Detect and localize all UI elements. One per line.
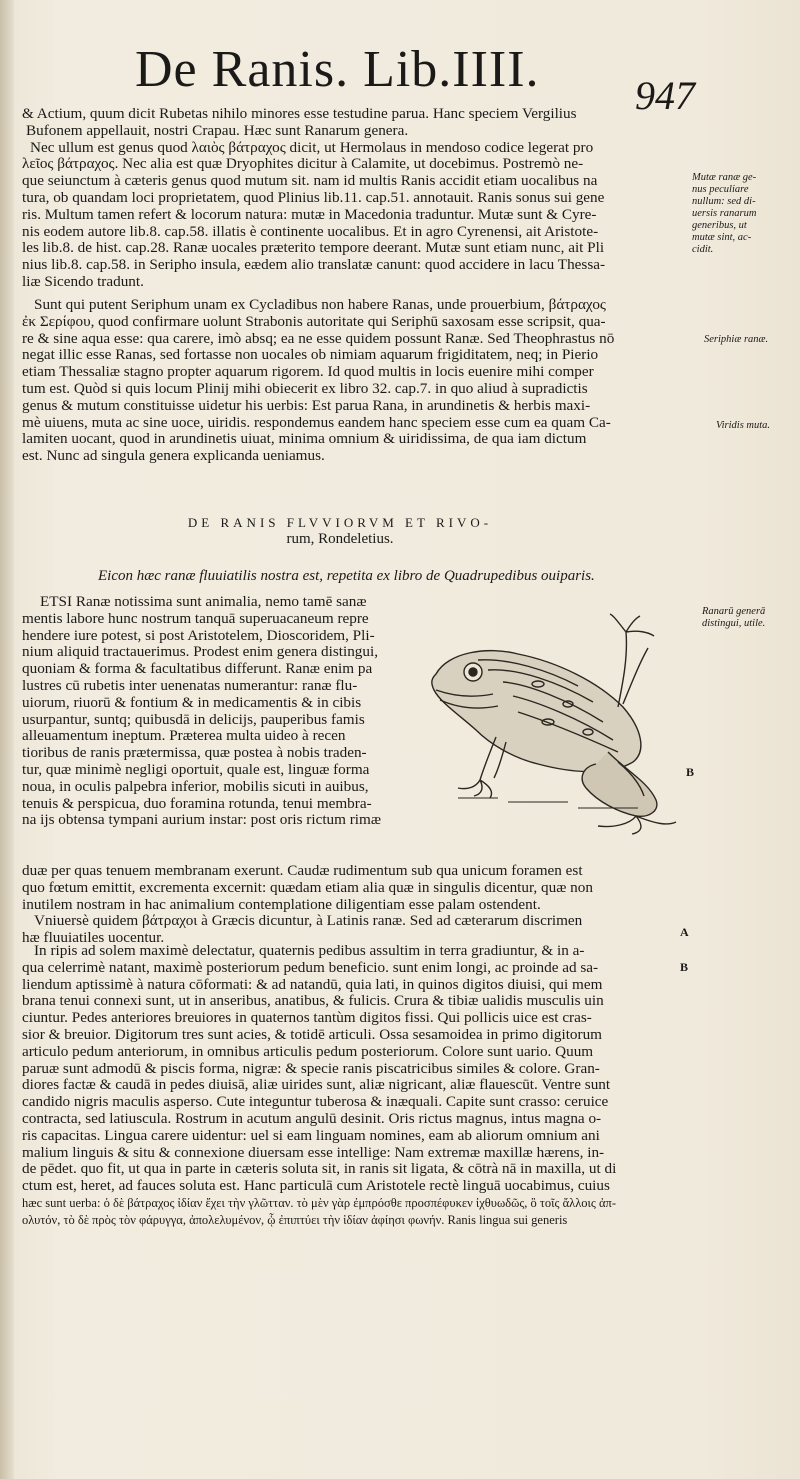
text-line: hæ fluuiatiles uocentur. <box>22 929 165 947</box>
text-line: qua celerrimè natant, maximè posteriorum pedum beneficio. sunt enim longi, ac proinde ad sa- <box>22 958 599 976</box>
text-line: sior & breuior. Digitorum tres sunt acies, & totidē articuli. Ossa sesamoidea in primo digitorum <box>22 1025 602 1043</box>
text-line: brana tenui connexi sunt, ut in anseribus, anatibus, & fulicis. Crura & tibiæ ualidis musculis uin <box>22 992 604 1010</box>
text-line: ctum est, heret, ad fauces soluta est. Hanc particulā cum Aristotele rectè linguā uocabimus, cuius <box>22 1177 610 1195</box>
text-line: ris capacitas. Lingua carere uidentur: uel si eam linguam nomines, eam ab aliorum omnium ani <box>22 1126 600 1144</box>
text-line: tioribus de ranis prætermissa, quæ postea à nobis traden- <box>22 744 367 762</box>
text-line: uiorum, riuorū & fontium & in medicamentis & in cibis <box>22 693 362 711</box>
text-line: na ijs obtensa tympani aurium instar: post oris rictum rimæ <box>22 811 381 829</box>
text-line: articulo pedum anteriorum, in omnibus articulis pedum posteriorum. Colore sunt uario. Quum <box>22 1042 594 1060</box>
paragraph-genera <box>22 106 605 291</box>
text-line: les lib.8. de hist. cap.28. Ranæ uocales præterito tempore deerant. Mutæ sunt etiam nunc, ait Pli <box>22 239 605 257</box>
text-line: quoniam & forma & facultatibus differunt. Ranæ enim pa <box>22 660 373 678</box>
text-line: ris. Multum tamen refert & locorum natura: mutæ in Macedonia traduntur. Mutæ sunt & Cyre- <box>22 205 597 223</box>
text-line: diores factæ & caudā in pedes diuisā, aliæ uirides sunt, aliæ nigricant, aliæ flauescūt. Ventre sunt <box>22 1076 611 1094</box>
text-line: λεῖος βάτραχος. Nec alia est quæ Dryophites dicitur à Calamite, ut docebimus. Postremò ne- <box>22 155 584 173</box>
text-line: mentis labore hunc nostrum tanquā superuacaneum repre <box>22 609 369 627</box>
text-line: hæc sunt uerba: ὁ δὲ βάτραχος ἰδίαν ἔχει τὴν γλῶτταν. τὸ μὲν γὰρ ἐμπρόσθε προσπέφυκεν ἰχθυωδῶς, ὃ τοῖς ἄλλοις ἀπ- <box>22 1195 616 1210</box>
paragraph-etsi <box>22 594 381 829</box>
margin-letter-b: B <box>686 765 695 779</box>
text-line: ἐκ Σερίφου, quod confirmare uolunt Strabonis autoritate qui Seriphū saxosam esse scripsit, qua- <box>22 312 606 330</box>
text-line: & Actium, quum dicit Rubetas nihilo minores esse testudine parua. Hanc speciem Vergilius <box>22 105 577 122</box>
text-line: Bufonem appellauit, nostri Crapau. Hæc sunt Ranarum genera. <box>26 121 409 139</box>
text-line: quo fœtum emittit, excrementa excernit: quædam etiam alia quæ in singulis dicentur, quæ non <box>22 878 593 896</box>
section-heading-line2: rum, Rondeletius. <box>286 531 394 547</box>
text-line: ETSI Ranæ notissima sunt animalia, nemo tamē sanæ <box>40 593 367 610</box>
section-heading <box>60 515 620 548</box>
text-line: negat illic esse Ranas, sed fortasse non uocales ob nimiam aquarum frigiditatem, neq; in Pierio <box>22 346 599 364</box>
text-line: hendere iure potest, si post Aristotelem, Dioscoridem, Pli- <box>22 626 375 644</box>
paragraph-in-ripis <box>22 943 616 1229</box>
text-line: mè uiuens, muta ac sine uoce, uiridis. respondemus eandem hanc speciem esse cum ea quam Ca- <box>22 413 611 431</box>
text-line: tur, quæ minimè negligi oportuit, quale est, linguæ forma <box>22 760 370 778</box>
text-line: re & sine aqua esse: qua carere, imò absq; ea ne esse quidem possunt Ranæ. Sed Theophrastus nō <box>22 329 615 347</box>
text-line: lustres cū rubetis inter uenenatas numerantur: ranæ flu- <box>22 676 358 694</box>
margin-note-mutae: Mutæ ranæ ge- nus peculiare nullum: sed di- uersis ranarum generibus, ut mutæ sint, ac- cidit. <box>692 172 757 255</box>
text-line: nis eodem autore lib.8. cap.58. illatis è continente uocalibus. Et in agro Cyrenensi, ait Aristote- <box>22 222 599 240</box>
text-line: nium aliquid tractauerimus. Prodest enim genera distingui, <box>22 643 378 661</box>
paragraph-seriphus <box>22 297 614 465</box>
text-line: Vniuersè quidem βάτραχοι à Græcis dicuntur, à Latinis ranæ. Sed ad cæterarum discrimen <box>34 912 583 930</box>
text-line: de pēdet. quo fit, ut qua in parte in cæteris soluta sit, in ranis sit ligata, & cōtrà nā in maxilla, ut di <box>22 1160 617 1178</box>
section-heading-line1: DE RANIS FLVVIORVM ET RIVO- <box>187 515 493 530</box>
frog-woodcut-illustration <box>418 612 683 837</box>
text-line: malium linguis & situ & connexione diuersam esse intellige: Nam extremæ maxillæ hærens, in- <box>22 1143 605 1161</box>
text-line: tum est. Quòd si quis locum Plinij mihi obiecerit ex libro 32. cap.7. in quo aliud à supradictis <box>22 379 588 397</box>
text-line: lamiten uocant, quod in arundinetis uiuat, minima omnium & uiridissima, de qua iam dictum <box>22 430 587 448</box>
figure-caption: Eicon hæc ranæ fluuiatilis nostra est, repetita ex libro de Quadrupedibus ouiparis. <box>98 568 595 584</box>
margin-letter-a: A <box>680 925 689 939</box>
text-line: ciuntur. Pedes anteriores breuiores in quaternos tantùm digitos fissi. Qui pollicis uice est cras- <box>22 1009 592 1027</box>
running-head-title: De Ranis. Lib.IIII. <box>135 41 540 98</box>
text-line: liendum aptissimè à natura cōformati: & ad natandū, quia lati, in quinos digitos diuisi, qui mem <box>22 975 603 993</box>
margin-note-generum: Ranarū generā distingui, utile. <box>702 606 766 629</box>
text-line: Nec ullum est genus quod λαιὸς βάτραχος dicit, ut Hermolaus in mendoso codice legerat pro <box>30 138 594 156</box>
text-line: alleuamentum ineptum. Præterea multa uideo à recen <box>22 727 346 745</box>
text-line: est. Nunc ad singula genera explicanda ueniamus. <box>22 447 325 465</box>
margin-letter-b: B <box>680 960 689 974</box>
text-line: noua, in oculis palpebra inferior, mobilis sicuti in auibus, <box>22 777 369 795</box>
page-number: 947 <box>635 73 695 118</box>
text-line: genus & mutum constituisse uidetur his uerbis: Est parua Rana, in arundinetis & herbis maxi- <box>22 396 591 414</box>
text-line: contracta, sed latiuscula. Rostrum in acutum angulū desinit. Oris rictus magnus, intus magna o- <box>22 1109 602 1127</box>
margin-note-seriphiae: Seriphiæ ranæ. <box>704 334 769 345</box>
text-line: usurpantur, suntq; quibusdā in delicijs, pauperibus famis <box>22 710 365 728</box>
text-line: candido nigris maculis asperso. Cute integuntur tuberosa & inæquali. Capite sunt crasso: ceruice <box>22 1093 609 1111</box>
text-line: inutilem nostram in hac animalium contemplatione diligentiam esse palam ostendent. <box>22 895 541 913</box>
text-line: tenuis & perspicua, duo foramina rotunda, tenui membra- <box>22 794 372 812</box>
text-line: paruæ sunt admodū & piscis forma, nigræ: & specie ranis piscatricibus similes & colore. Gran- <box>22 1059 600 1077</box>
text-line: Sunt qui putent Seriphum unam ex Cycladibus non habere Ranas, unde prouerbium, βάτραχος <box>34 296 606 313</box>
page-gutter <box>0 0 14 1479</box>
text-line: etiam Thessaliæ stagno propter aquarum rigorem. Id quod multis in locis euenire mihi comper <box>22 363 594 381</box>
margin-note-viridis: Viridis muta. <box>716 420 771 431</box>
text-line: In ripis ad solem maximè delectatur, quaternis pedibus assultim in terra gradiuntur, & in a- <box>34 942 585 959</box>
text-line: tura, ob quandam loci proprietatem, quod Plinius lib.11. cap.51. annotauit. Ranis sonus sui gene <box>22 188 605 206</box>
text-line: liæ Sicendo tradunt. <box>22 272 144 290</box>
text-line: ολυτόν, τὸ δὲ πρὸς τὸν φάρυγγα, ἀπολελυμένον, ᾧ ἐπιπτύει τὴν ἰδίαν ἀφίησι φωνήν. Ranis lingua sui generis <box>22 1212 568 1227</box>
text-line: que seiunctum à cæteris genus quod mutum sit. nam id multis Ranis accidit etiam uocalibus na <box>22 172 598 190</box>
text-line: nius lib.8. cap.58. in Seripho insula, eædem alio translatæ canunt: quod accidere in lacu Thessa- <box>22 256 606 274</box>
paragraph-cauda <box>22 863 593 947</box>
text-line: duæ per quas tenuem membranam exerunt. Caudæ rudimentum sub qua unicum foramen est <box>22 862 583 879</box>
